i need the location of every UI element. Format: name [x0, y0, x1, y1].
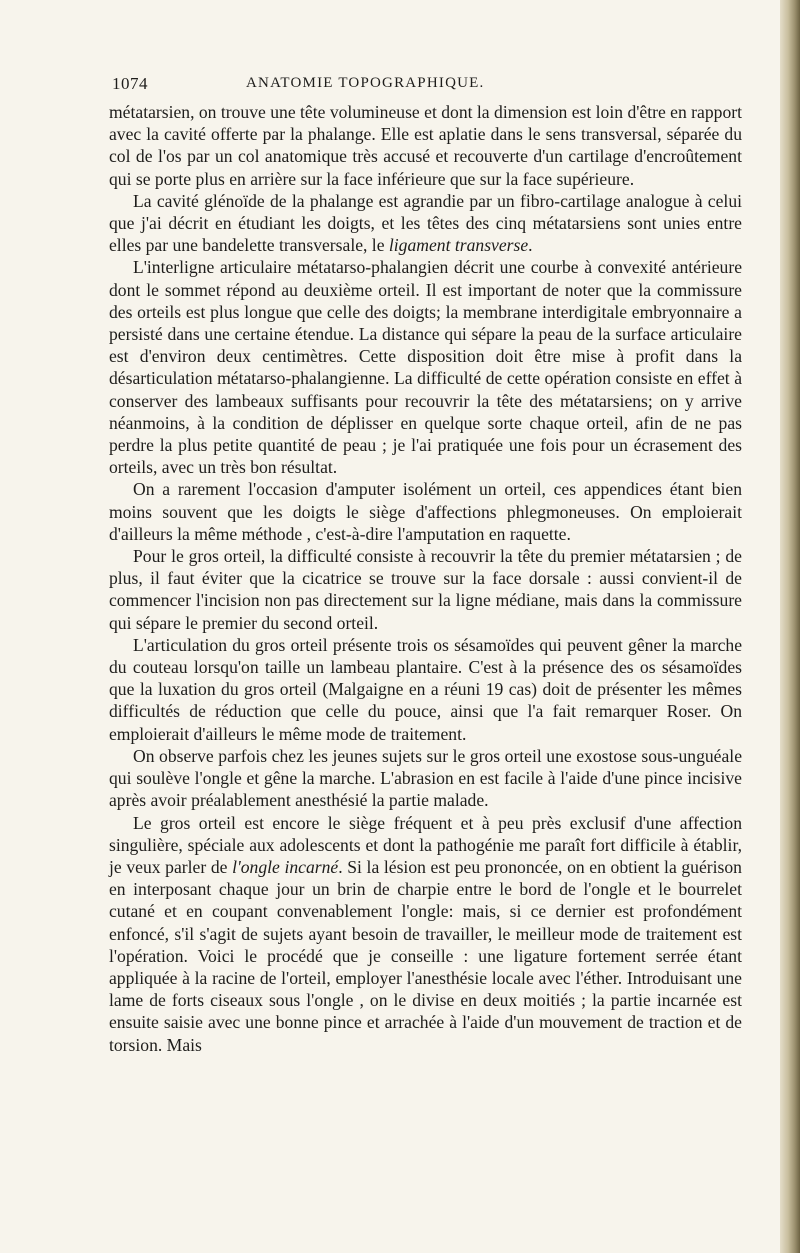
paragraph: métatarsien, on trouve une tête volumineuse et dont la dimension est loin d'être en rapport avec la cavité offerte par la phalange. Elle est aplatie dans le sens transversal, séparée du col de l'os par un col anatomique très accusé et recouverte d'un cartilage d'encroûtement qui se porte plus en arrière sur la face inférieure que sur la face supérieure.: [109, 102, 742, 189]
paragraph: L'articulation du gros orteil présente trois os sésamoïdes qui peuvent gêner la marche du couteau lorsqu'on taille un lambeau plantaire. C'est à la présence des os sésamoïdes que la luxation du gros orteil (Malgaigne en a réuni 19 cas) doit de présenter les mêmes difficultés de réduction que celle du pouce, ainsi que l'a fait remarquer Roser. On emploierait d'ailleurs le même mode de traitement.: [109, 634, 742, 744]
paragraph-text: .: [528, 235, 533, 256]
running-title: ANATOMIE TOPOGRAPHIQUE.: [246, 75, 485, 91]
paragraph: On observe parfois chez les jeunes sujets sur le gros orteil une exostose sous-unguéale qui soulève l'ongle et gêne la marche. L'abrasion en est facile à l'aide d'une pince incisive après avoir préalablement anesthésié la partie malade.: [109, 745, 742, 811]
paragraph: [109, 812, 742, 1056]
paragraph-text: La cavité glénoïde de la phalange est agrandie par un fibro-cartilage analogue à celui que j'ai décrit en étudiant les doigts, et les têtes des cinq métatarsiens sont unies entre elles par une bandelette transversale, le: [109, 190, 742, 256]
page-edge: [780, 0, 800, 1253]
page-header: [112, 74, 738, 98]
emphasis-term: l'ongle incarné: [232, 856, 339, 877]
page-number: 1074: [112, 74, 148, 93]
paragraph-text: Le gros orteil est encore le siège fréquent et à peu près exclusif d'une affection singulière, spéciale aux adolescents et dont la pathogénie me paraît fort difficile à établir, je veux parler de: [109, 812, 742, 877]
paragraph: On a rarement l'occasion d'amputer isolément un orteil, ces appendices étant bien moins souvent que les doigts le siège d'affections phlegmoneuses. On emploierait d'ailleurs la même méthode , c'est-à-dire l'amputation en raquette.: [109, 479, 742, 544]
paragraph: L'interligne articulaire métatarso-phalangien décrit une courbe à convexité antérieure dont le sommet répond au deuxième orteil. Il est important de noter que la commissure des orteils est plus longue que celle des doigts; la membrane interdigitale embryonnaire a persisté dans une certaine étendue. La distance qui sépare la peau de la surface articulaire est d'environ deux centimètres. Cette disposition doit être mise à profit dans la désarticulation métatarso-phalangienne. La difficulté de cette opération consiste en effet à conserver des lambeaux suffisants pour recouvrir la tête des métatarsiens; on y arrive néanmoins, à la condition de déplisser en quelque sorte chaque orteil, afin de ne pas perdre la plus petite quantité de peau ; je l'ai pratiquée une fois pour un écrasement des orteils, avec un très bon résultat.: [109, 257, 742, 478]
paragraph: Pour le gros orteil, la difficulté consiste à recouvrir la tête du premier métatarsien ; de plus, il faut éviter que la cicatrice se trouve sur la face dorsale : aussi convient-il de commencer l'incision non pas directement sur la ligne médiane, mais dans la commissure qui sépare le premier du second orteil.: [109, 546, 742, 633]
body-text: [109, 101, 742, 1056]
paragraph-text: . Si la lésion est peu prononcée, on en obtient la guérison en interposant chaque jour un brin de charpie entre le bord de l'ongle et le bourrelet cutané et en coupant convenablement l'ongle: mais, si ce dernier est profondément enfoncé, s'il s'agit de sujets ayant besoin de travailler, le meilleur mode de traitement est l'opération. Voici le procédé que je conseille : une ligature fortement serrée étant appliquée à la racine de l'orteil, employer l'anesthésie locale avec l'éther. Introduisant une lame de forts ciseaux sous l'ongle , on le divise en deux moitiés ; la partie incarnée est ensuite saisie avec une bonne pince et arrachée à l'aide d'un mouvement de traction et de torsion. Mais: [109, 856, 742, 1055]
emphasis-term: ligament transverse: [388, 235, 529, 256]
paragraph: [109, 190, 742, 257]
